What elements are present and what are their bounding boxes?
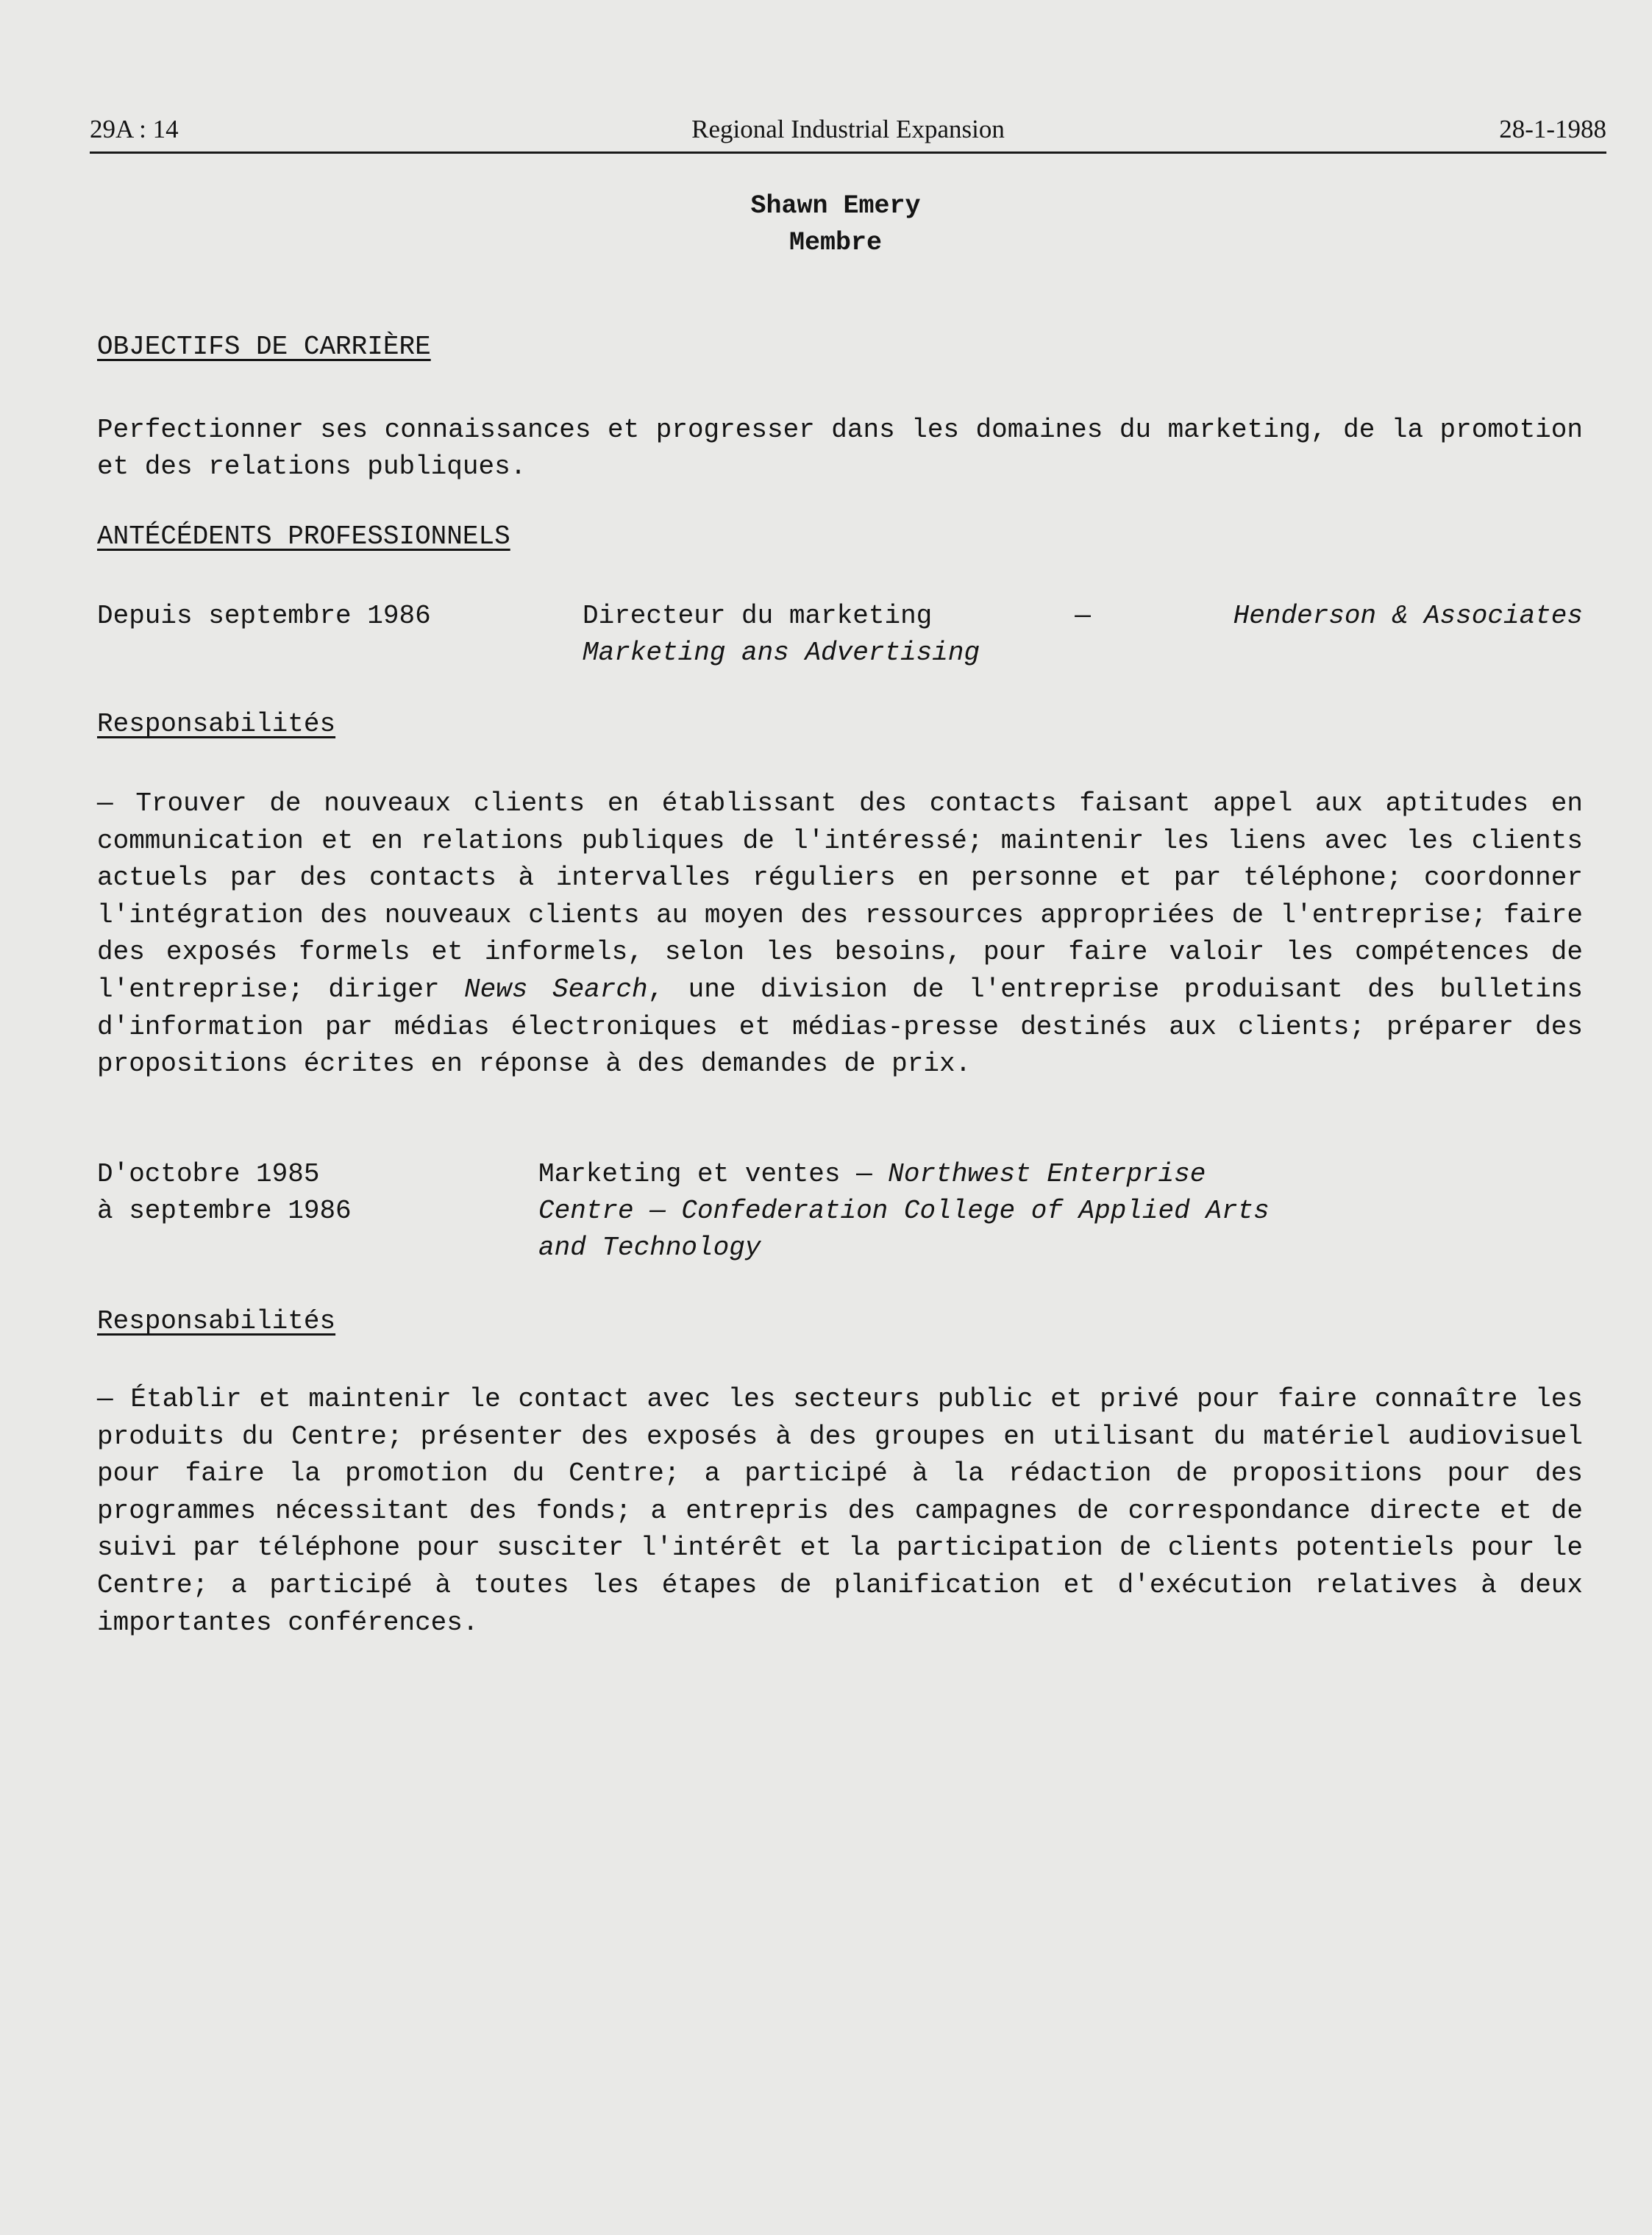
job-2-description <box>538 1156 1583 1266</box>
job-1-date: Depuis septembre 1986 <box>97 601 431 631</box>
person-name: Shawn Emery <box>750 191 921 221</box>
job-1-org: Henderson & Associates <box>1233 601 1583 631</box>
job-2-org-line3: and Technology <box>538 1233 761 1263</box>
job-1-dash: — <box>1075 601 1091 631</box>
job-2-responsibilities-text: — Établir et maintenir le contact avec les secteurs public et privé pour faire connaître les produits du Centre; présenter des exposés à des groupes en utilisant du matériel audiovisuel pour faire la promotion du Centre; a participé à la rédaction de propositions pour des programmes nécessitant des fonds; a entrepris des campagnes de correspondance directe et de suivi par téléphone pour susciter l'intérêt et la participation de clients potentiels pour le Centre; a participé à toutes les étapes de planification et d'exécution relatives à deux importantes conférences. <box>97 1384 1583 1638</box>
news-search-name: News Search <box>464 974 648 1005</box>
job-1-org-line2: Marketing ans Advertising <box>583 638 980 668</box>
job-1-responsibilities-text: — Trouver de nouveaux clients en établissant des contacts faisant appel aux aptitudes en communication et en relations publiques de l'intéressé; maintenir les liens avec les clients actuels par des contacts à intervalles réguliers en personne et par téléphone; coordonner l'intégration des nouveaux clients au moyen des ressources appropriées de l'entreprise; faire des exposés formels et informels, selon les besoins, pour faire valoir les compétences de l'entreprise; diriger News Search, une division de l'entreprise produisant des bulletins d'information par médias électroniques et médias-presse destinés aux clients; préparer des propositions écrites en réponse à des demandes de prix. <box>97 788 1583 1080</box>
publication-date: 28-1-1988 <box>1499 115 1606 143</box>
page-header <box>90 110 1606 154</box>
page-number: 29A : 14 <box>90 115 179 143</box>
job-2-org-line2: Centre — Confederation College of Applied Arts <box>538 1196 1270 1226</box>
publication-title: Regional Industrial Expansion <box>691 115 1005 143</box>
person-role: Membre <box>788 228 883 257</box>
objectives-heading: OBJECTIFS DE CARRIÈRE <box>97 332 431 362</box>
background-heading: ANTÉCÉDENTS PROFESSIONNELS <box>97 521 510 552</box>
job-2-title: Marketing et ventes — <box>538 1159 872 1189</box>
job-entry-2 <box>97 1156 1583 1266</box>
objectives-text: Perfectionner ses connaissances et progresser dans les domaines du marketing, de la promotion et des relations publiques. <box>97 415 1583 482</box>
job-2-date: D'octobre 1985 à septembre 1986 <box>97 1159 352 1226</box>
job-2-org: Northwest Enterprise <box>888 1159 1206 1189</box>
job-1-responsibilities-heading: Responsabilités <box>97 709 336 739</box>
person-block <box>0 188 1652 261</box>
job-entry-1 <box>97 598 1583 671</box>
job-1-description <box>583 598 1583 671</box>
job-2-responsibilities-heading: Responsabilités <box>97 1306 336 1336</box>
job-1-title: Directeur du marketing <box>583 601 933 631</box>
